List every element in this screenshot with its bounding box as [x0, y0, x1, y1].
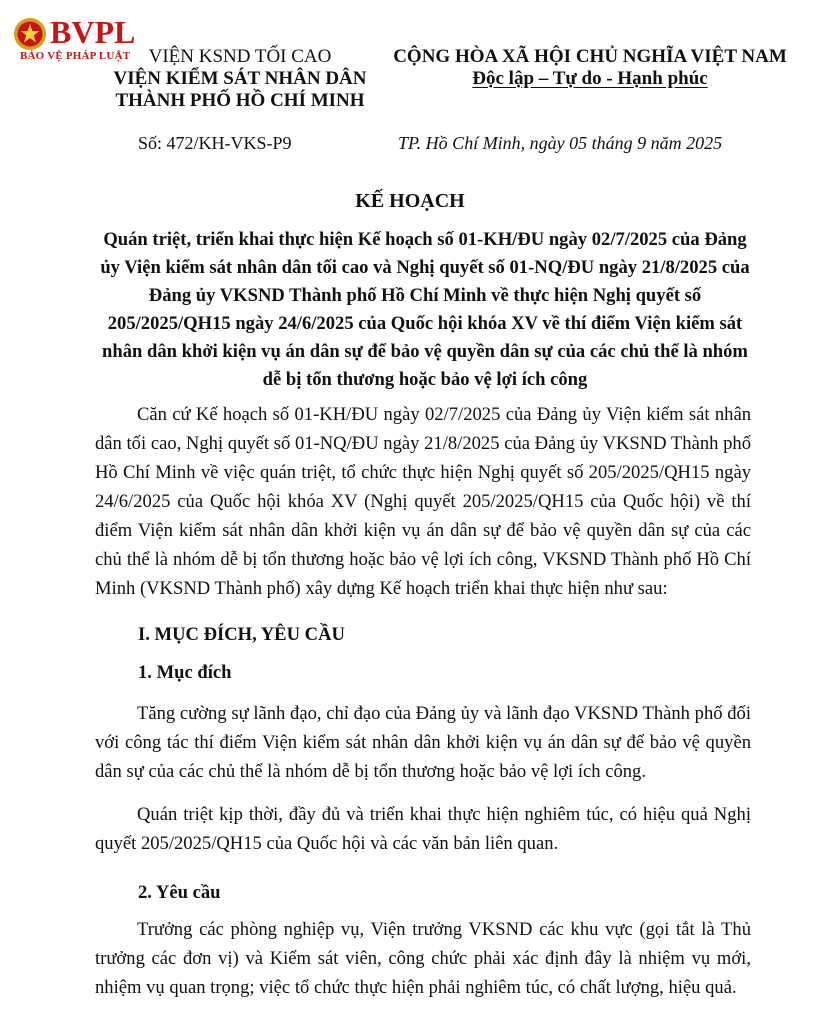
intro-section: [95, 400, 751, 603]
agency-line-2: VIỆN KIỂM SÁT NHÂN DÂN: [113, 68, 367, 89]
document-subtitle: Quán triệt, triển khai thực hiện Kế hoạch số 01-KH/ĐU ngày 02/7/2025 của Đảng ủy Viện kiểm sát nhân dân tối cao và Nghị quyết số 01-NQ/ĐU ngày 21/8/2025 của Đảng ủy VKSND Thành phố Hồ Chí Minh về thực hiện Nghị quyết số 205/2025/QH15 ngày 24/6/2025 của Quốc hội khóa XV về thí điểm Viện kiểm sát nhân dân khởi kiện vụ án dân sự để bảo vệ quyền dân sự của các chủ thể là nhóm dễ bị tổn thương hoặc bảo vệ lợi ích công: [100, 229, 750, 390]
agency-line-3: THÀNH PHỐ HỒ CHÍ MINH: [115, 90, 365, 111]
purpose-paragraph-2: Quán triệt kịp thời, đầy đủ và triển khai thực hiện nghiêm túc, có hiệu quả Nghị quyết 205/2025/QH15 của Quốc hội và các văn bản liên quan.: [95, 804, 751, 854]
section-1-heading: I. MỤC ĐÍCH, YÊU CẦU: [138, 624, 345, 645]
document-number: Số: 472/KH-VKS-P9: [138, 133, 292, 153]
country-name: CỘNG HÒA XÃ HỘI CHỦ NGHĨA VIỆT NAM: [393, 46, 787, 67]
subsection-2-heading: 2. Yêu cầu: [138, 882, 221, 903]
logo-text: BVPL: [50, 14, 136, 50]
issuing-agency: [95, 46, 385, 112]
subsection-1-heading: 1. Mục đích: [138, 662, 232, 683]
national-motto: Độc lập – Tự do - Hạnh phúc: [472, 68, 708, 89]
purpose-paragraph-1: Tăng cường sự lãnh đạo, chỉ đạo của Đảng ủy và lãnh đạo VKSND Thành phố đối với công tác thí điểm Viện kiểm sát nhân dân khởi kiện vụ án dân sự để bảo vệ quyền dân sự của các chủ thể là nhóm dễ bị tổn thương hoặc bảo vệ lợi ích công.: [95, 703, 751, 782]
requirements-section: [95, 915, 751, 1002]
purpose-section: [95, 699, 751, 858]
logo-emblem-icon: [12, 16, 48, 52]
intro-paragraph: Căn cứ Kế hoạch số 01-KH/ĐU ngày 02/7/2025 của Đảng ủy Viện kiểm sát nhân dân tối cao, Nghị quyết số 01-NQ/ĐU ngày 21/8/2025 của Đảng ủy VKSND Thành phố Hồ Chí Minh về việc quán triệt, tổ chức thực hiện Nghị quyết số 205/2025/QH15 ngày 24/6/2025 của Quốc hội khóa XV (Nghị quyết 205/2025/QH15 của Quốc hội) về thí điểm Viện kiểm sát nhân dân khởi kiện vụ án dân sự để bảo vệ quyền dân sự của các chủ thể là nhóm dễ bị tổn thương hoặc bảo vệ lợi ích công, VKSND Thành phố Hồ Chí Minh (VKSND Thành phố) xây dựng Kế hoạch triển khai thực hiện như sau:: [95, 404, 751, 599]
document-date: TP. Hồ Chí Minh, ngày 05 tháng 9 năm 2025: [398, 133, 723, 153]
national-title: [380, 46, 800, 90]
document-title: KẾ HOẠCH: [355, 190, 465, 212]
requirements-paragraph-1: Trưởng các phòng nghiệp vụ, Viện trưởng VKSND các khu vực (gọi tắt là Thủ trưởng các đơn vị) và Kiểm sát viên, công chức phải xác định đây là nhiệm vụ mới, nhiệm vụ quan trọng; việc tổ chức thực hiện phải nghiêm túc, có chất lượng, hiệu quả.: [95, 919, 751, 998]
agency-line-1: VIỆN KSND TỐI CAO: [148, 46, 332, 67]
logo-subtext: BẢO VỆ PHÁP LUẬT: [20, 50, 131, 62]
